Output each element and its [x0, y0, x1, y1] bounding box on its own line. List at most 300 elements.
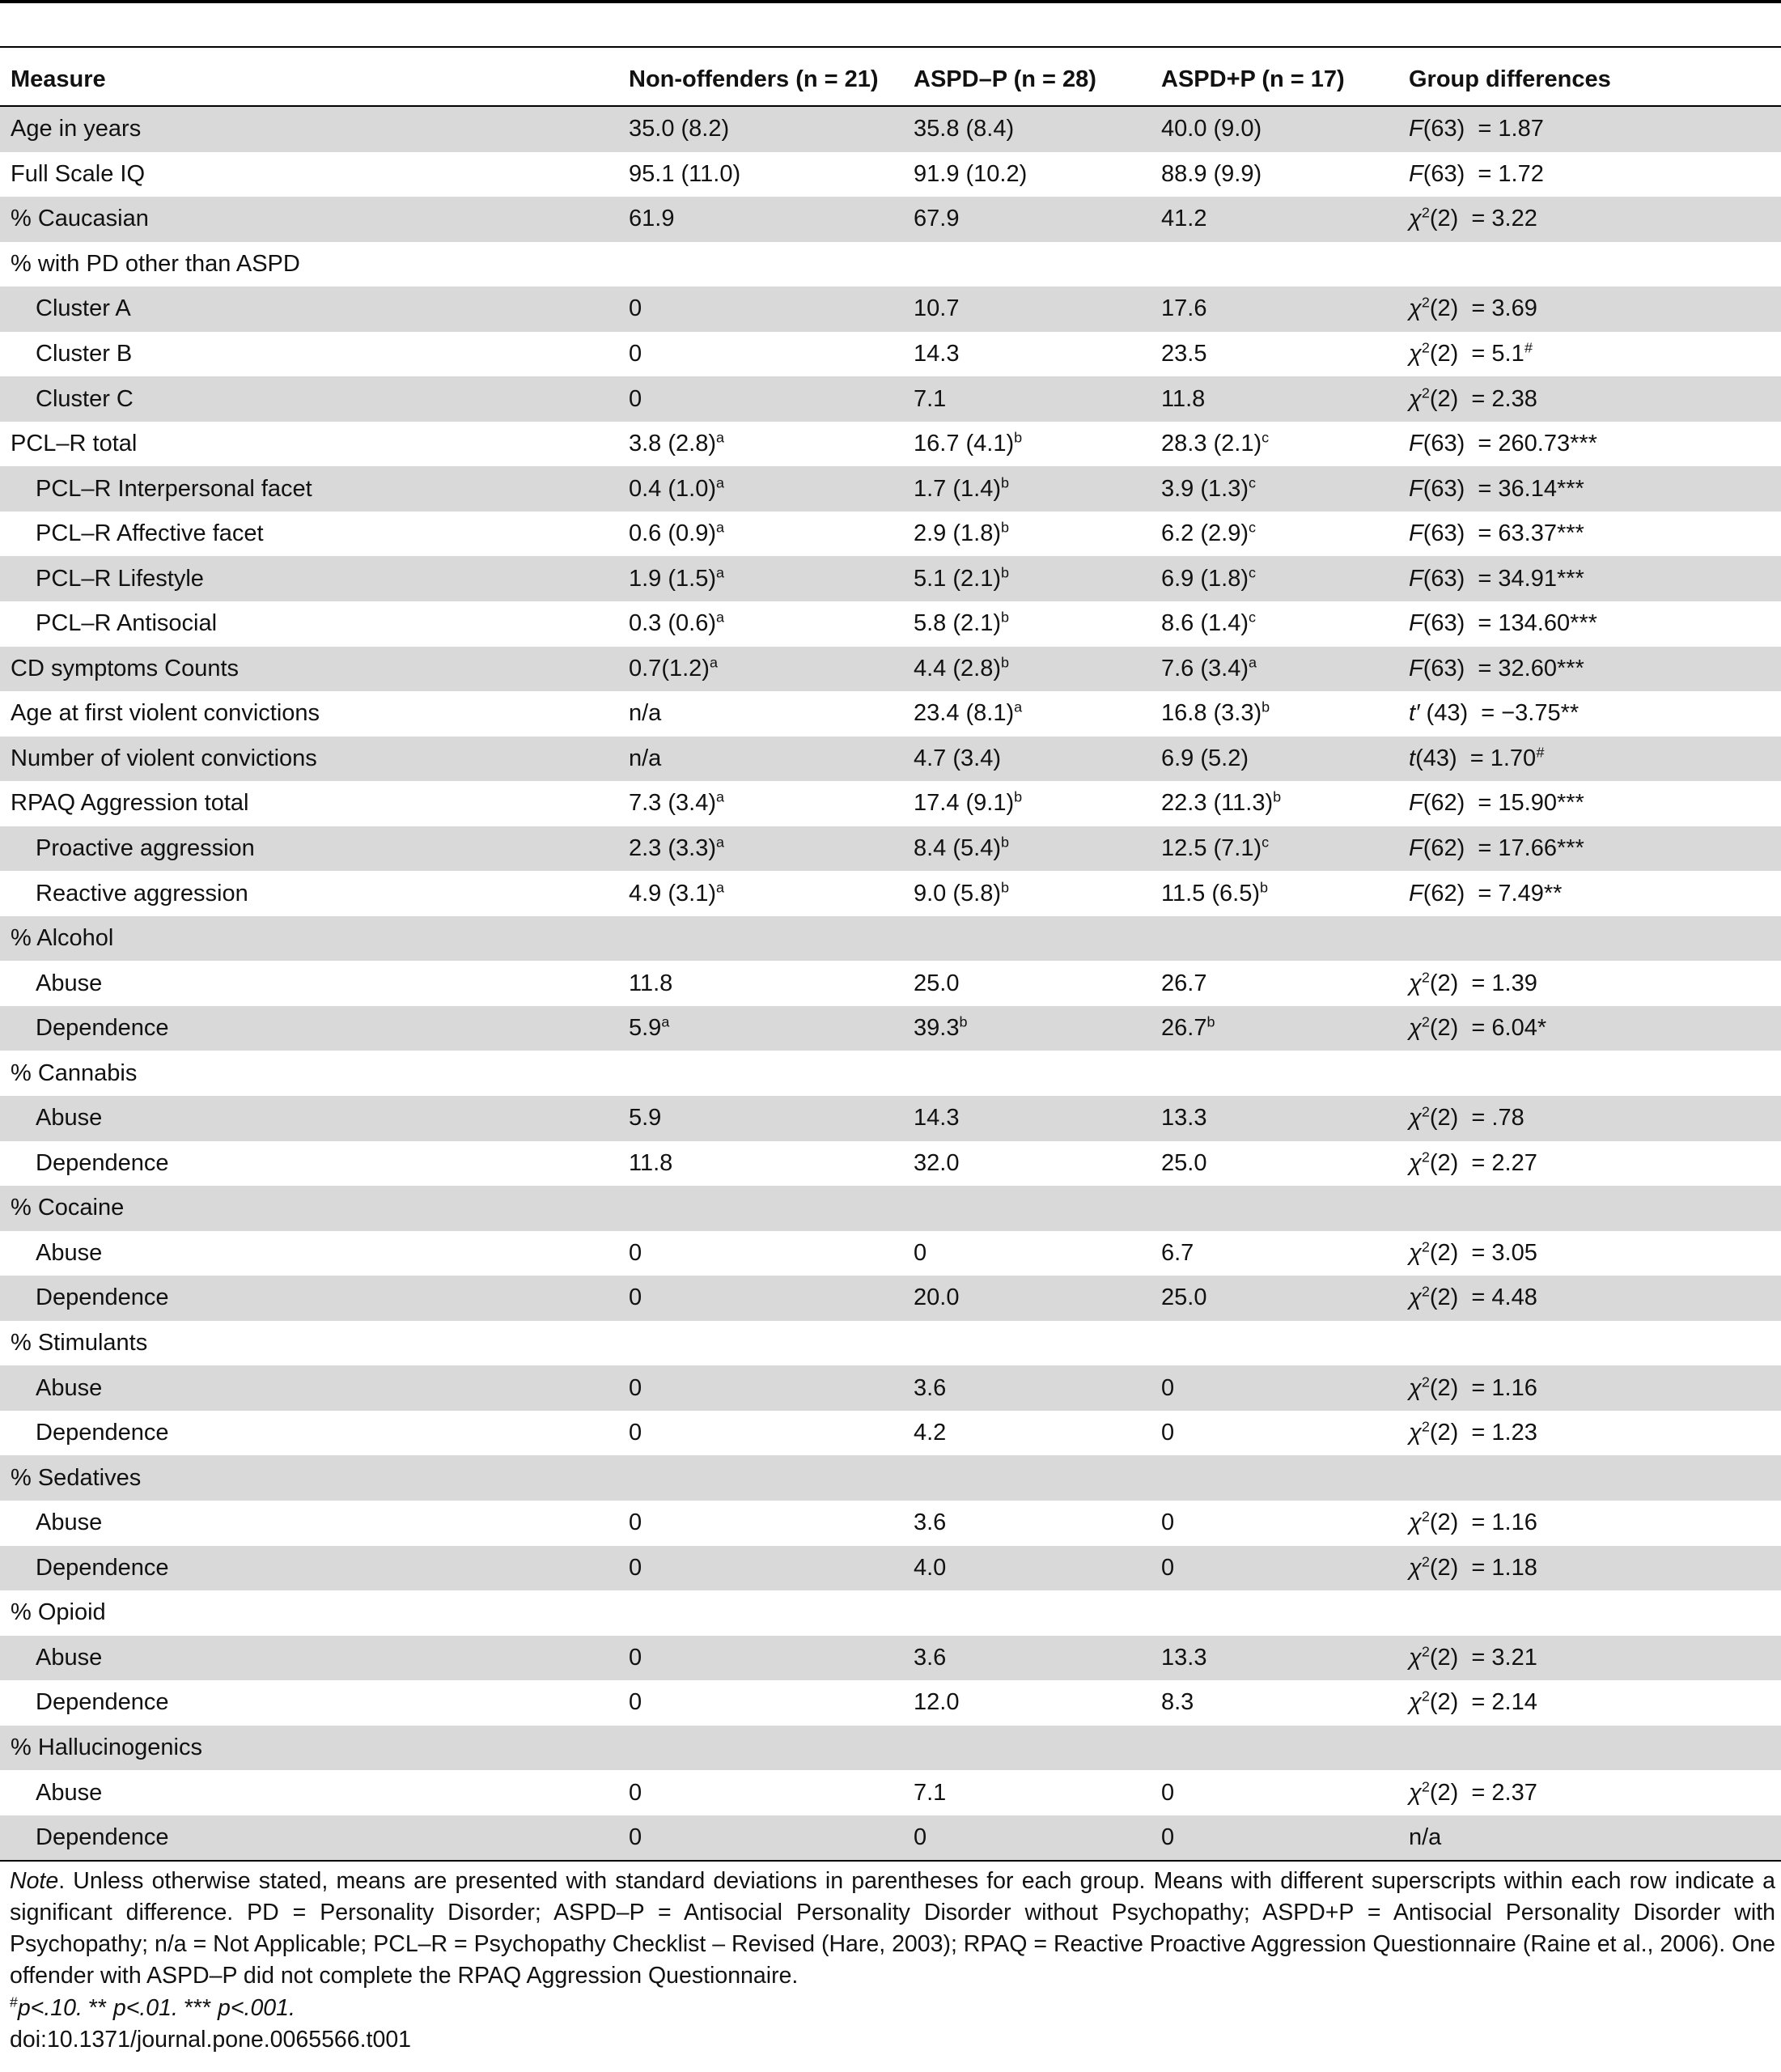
cell-superscript: a	[716, 519, 724, 536]
cell-value: 0	[914, 1239, 927, 1266]
row-label: Dependence	[36, 1149, 169, 1176]
row-label: % Caucasian	[0, 197, 629, 242]
col-header-group-differences: Group differences	[1409, 53, 1781, 106]
three-stars: ***	[177, 1995, 218, 2021]
table-row	[0, 332, 1781, 377]
stat-value: (2) = 2.14	[1429, 1689, 1537, 1716]
cell-aspd-minus-p	[914, 556, 1161, 601]
cell-value: 0	[629, 341, 642, 367]
cell-non-offenders	[629, 1321, 914, 1366]
cell-group-difference	[1409, 961, 1781, 1006]
stat-value: (2) = 5.1	[1429, 341, 1524, 367]
cell-superscript: c	[1249, 473, 1256, 490]
cell-aspd-plus-p	[1161, 1006, 1409, 1051]
cell-aspd-plus-p	[1161, 1501, 1409, 1546]
row-label: % Opioid	[11, 1599, 106, 1626]
cell-value: 1.9 (1.5)	[629, 565, 716, 592]
stat-symbol-superscript: 2	[1421, 1553, 1430, 1570]
cell-superscript: c	[1262, 834, 1270, 851]
header-row	[0, 53, 1781, 106]
cell-non-offenders	[629, 691, 914, 737]
cell-value: 0	[1161, 1420, 1175, 1446]
cell-non-offenders	[629, 512, 914, 557]
cell-value: 11.8	[629, 1149, 673, 1176]
cell-aspd-minus-p	[914, 1321, 1161, 1366]
cell-value: 91.9 (10.2)	[914, 160, 1028, 187]
stat-symbol: χ	[1409, 1149, 1422, 1176]
cell-aspd-minus-p	[914, 1815, 1161, 1862]
cell-value: 25.0	[914, 970, 960, 996]
cell-non-offenders	[629, 1276, 914, 1321]
cell-non-offenders	[629, 1501, 914, 1546]
cell-group-difference	[1409, 1411, 1781, 1456]
demographics-table	[0, 53, 1781, 1862]
table-row	[0, 1770, 1781, 1815]
cell-value: n/a	[629, 745, 662, 771]
stat-symbol-superscript: 2	[1421, 1103, 1430, 1120]
stat-value: (2) = 3.22	[1429, 206, 1537, 232]
cell-aspd-plus-p	[1161, 556, 1409, 601]
table-row	[0, 781, 1781, 826]
cell-value: 0	[629, 1420, 642, 1446]
cell-non-offenders	[629, 601, 914, 647]
cell-aspd-plus-p	[1161, 601, 1409, 647]
table-row	[0, 106, 1781, 152]
stat-symbol: F	[1409, 520, 1423, 547]
cell-group-difference	[1409, 1276, 1781, 1321]
cell-value: 35.0 (8.2)	[629, 116, 730, 142]
cell-aspd-plus-p	[1161, 106, 1409, 152]
stat-symbol: χ	[1409, 1015, 1422, 1042]
cell-superscript: b	[1001, 834, 1009, 851]
cell-value: 7.6 (3.4)	[1161, 655, 1249, 681]
table-row	[0, 1590, 1781, 1636]
cell-aspd-minus-p	[914, 512, 1161, 557]
cell-value: 3.6	[914, 1509, 947, 1536]
cell-aspd-plus-p	[1161, 1051, 1409, 1096]
table-row	[0, 1276, 1781, 1321]
cell-value: 16.7 (4.1)	[914, 431, 1015, 457]
cell-aspd-minus-p	[914, 287, 1161, 332]
table-row	[0, 601, 1781, 647]
table-row	[0, 1186, 1781, 1231]
cell-value: 12.5 (7.1)	[1161, 835, 1262, 862]
stat-symbol: t′	[1409, 700, 1420, 727]
cell-superscript: b	[1001, 609, 1009, 626]
cell-group-difference	[1409, 466, 1781, 512]
cell-group-difference	[1409, 332, 1781, 377]
cell-group-difference	[1409, 106, 1781, 152]
cell-aspd-minus-p	[914, 197, 1161, 242]
stat-symbol: χ	[1409, 1779, 1422, 1806]
cell-value: 22.3 (11.3)	[1161, 790, 1274, 817]
cell-value: 11.8	[629, 970, 673, 996]
cell-aspd-minus-p	[914, 376, 1161, 422]
cell-non-offenders	[629, 422, 914, 467]
row-label: Dependence	[0, 1546, 629, 1591]
row-label: Full Scale IQ	[11, 160, 145, 187]
cell-group-difference	[1409, 737, 1781, 782]
cell-non-offenders	[629, 1365, 914, 1411]
stat-symbol: F	[1409, 160, 1423, 187]
cell-value: 3.9 (1.3)	[1161, 475, 1249, 502]
stat-value: (2) = 2.37	[1429, 1779, 1537, 1806]
cell-value: 0	[629, 1239, 642, 1266]
stat-symbol: F	[1409, 116, 1423, 142]
cell-aspd-plus-p	[1161, 781, 1409, 826]
cell-group-difference	[1409, 601, 1781, 647]
cell-non-offenders	[629, 1411, 914, 1456]
cell-aspd-minus-p	[914, 242, 1161, 287]
table-row	[0, 916, 1781, 962]
cell-aspd-minus-p	[914, 1455, 1161, 1501]
row-label: PCL–R total	[11, 431, 138, 457]
row-label: % Stimulants	[11, 1330, 148, 1357]
cell-value: 16.8 (3.3)	[1161, 700, 1262, 727]
cell-aspd-plus-p	[1161, 1680, 1409, 1726]
cell-aspd-plus-p	[1161, 376, 1409, 422]
stat-symbol-superscript: 2	[1421, 384, 1430, 401]
cell-value: 0.6 (0.9)	[629, 520, 716, 547]
row-label: Reactive aggression	[36, 880, 248, 906]
cell-aspd-minus-p	[914, 961, 1161, 1006]
table-row	[0, 961, 1781, 1006]
top-rule	[0, 0, 1781, 3]
cell-group-difference	[1409, 1815, 1781, 1862]
cell-group-difference	[1409, 1636, 1781, 1681]
cell-aspd-minus-p	[914, 1141, 1161, 1187]
cell-non-offenders	[629, 1231, 914, 1276]
cell-aspd-plus-p	[1161, 466, 1409, 512]
significance-legend	[10, 1993, 295, 2024]
cell-value: 3.6	[914, 1644, 947, 1671]
stat-value: (2) = 1.23	[1429, 1420, 1537, 1446]
cell-value: 32.0	[914, 1149, 960, 1176]
p-two-stars: p<.01.	[112, 1995, 178, 2021]
cell-value: 0	[1161, 1779, 1175, 1806]
cell-aspd-plus-p	[1161, 1815, 1409, 1862]
cell-non-offenders	[629, 826, 914, 872]
p-three-stars: p<.001.	[218, 1995, 295, 2021]
row-label: Cluster B	[36, 341, 133, 367]
cell-aspd-plus-p	[1161, 242, 1409, 287]
cell-group-difference	[1409, 197, 1781, 242]
cell-value: 39.3	[914, 1015, 960, 1042]
cell-value: 4.7 (3.4)	[914, 745, 1001, 771]
stat-symbol-superscript: 2	[1421, 1643, 1430, 1660]
cell-value: 95.1 (11.0)	[629, 160, 741, 187]
cell-superscript: b	[1001, 473, 1009, 490]
header-top-rule	[0, 46, 1781, 48]
stat-symbol: χ	[1409, 970, 1422, 996]
cell-value: 8.3	[1161, 1689, 1194, 1716]
cell-aspd-plus-p	[1161, 287, 1409, 332]
cell-group-difference	[1409, 1365, 1781, 1411]
cell-superscript: c	[1249, 609, 1256, 626]
table-row	[0, 242, 1781, 287]
cell-superscript: c	[1262, 429, 1270, 446]
cell-aspd-minus-p	[914, 601, 1161, 647]
cell-aspd-plus-p	[1161, 1636, 1409, 1681]
stat-symbol-superscript: 2	[1421, 1149, 1430, 1166]
cell-value: 7.3 (3.4)	[629, 790, 716, 817]
cell-value: 4.9 (3.1)	[629, 880, 716, 906]
table-body	[0, 106, 1781, 1861]
cell-group-difference	[1409, 376, 1781, 422]
cell-group-difference	[1409, 1726, 1781, 1771]
table-row	[0, 1455, 1781, 1501]
cell-value: 4.2	[914, 1420, 947, 1446]
stat-symbol: F	[1409, 880, 1423, 906]
cell-superscript: b	[1206, 1013, 1215, 1030]
cell-superscript: a	[1249, 654, 1257, 671]
cell-superscript: a	[716, 878, 724, 895]
cell-value: 3.6	[914, 1374, 947, 1401]
cell-superscript: a	[661, 1013, 670, 1030]
cell-non-offenders	[629, 106, 914, 152]
stat-symbol: χ	[1409, 1284, 1422, 1311]
cell-aspd-minus-p	[914, 422, 1161, 467]
cell-value: 41.2	[1161, 206, 1207, 232]
cell-value: 4.0	[914, 1554, 947, 1581]
cell-value: 0	[1161, 1554, 1175, 1581]
stat-value: (2) = 3.05	[1429, 1239, 1537, 1266]
cell-aspd-minus-p	[914, 1590, 1161, 1636]
cell-superscript: b	[1001, 519, 1009, 536]
cell-aspd-minus-p	[914, 691, 1161, 737]
cell-superscript: b	[1262, 698, 1270, 715]
cell-group-difference	[1409, 152, 1781, 197]
row-label: Age in years	[0, 106, 629, 152]
stat-value: (62) = 17.66***	[1423, 835, 1584, 862]
cell-group-difference	[1409, 691, 1781, 737]
cell-aspd-plus-p	[1161, 916, 1409, 962]
stat-value: (62) = 7.49**	[1423, 880, 1563, 906]
stat-value: (2) = .78	[1429, 1105, 1524, 1132]
cell-non-offenders	[629, 287, 914, 332]
stat-symbol: χ	[1409, 206, 1422, 232]
table-row	[0, 1365, 1781, 1411]
stat-value: (2) = 1.16	[1429, 1509, 1537, 1536]
row-label: Dependence	[0, 1815, 629, 1862]
cell-aspd-minus-p	[914, 1276, 1161, 1321]
cell-superscript: b	[1001, 564, 1009, 581]
stat-symbol-superscript: 2	[1421, 294, 1430, 311]
row-label: Dependence	[0, 1276, 629, 1321]
cell-value: 0	[1161, 1509, 1175, 1536]
cell-aspd-minus-p	[914, 1365, 1161, 1411]
cell-group-difference	[1409, 916, 1781, 962]
cell-non-offenders	[629, 1546, 914, 1591]
cell-non-offenders	[629, 1455, 914, 1501]
row-label: PCL–R Lifestyle	[0, 556, 629, 601]
row-label: % with PD other than ASPD	[11, 250, 300, 277]
cell-non-offenders	[629, 1770, 914, 1815]
cell-non-offenders	[629, 1051, 914, 1096]
cell-value: 2.9 (1.8)	[914, 520, 1001, 547]
stat-value: (63) = 63.37***	[1423, 520, 1584, 547]
cell-group-difference	[1409, 1051, 1781, 1096]
cell-value: 9.0 (5.8)	[914, 880, 1001, 906]
cell-superscript: a	[716, 834, 724, 851]
cell-non-offenders	[629, 647, 914, 692]
hash-symbol: #	[10, 1993, 18, 2010]
cell-aspd-minus-p	[914, 1546, 1161, 1591]
cell-non-offenders	[629, 871, 914, 916]
cell-group-difference	[1409, 1590, 1781, 1636]
stat-symbol: χ	[1409, 1420, 1422, 1446]
cell-value: 0	[629, 1509, 642, 1536]
cell-aspd-minus-p	[914, 1006, 1161, 1051]
stat-value: (63) = 260.73***	[1423, 431, 1597, 457]
cell-superscript: b	[1001, 654, 1009, 671]
cell-non-offenders	[629, 1006, 914, 1051]
table-row	[0, 152, 1781, 197]
stat-symbol-superscript: 2	[1421, 1238, 1430, 1255]
stat-symbol-superscript: 2	[1421, 1688, 1430, 1705]
cell-superscript: a	[716, 429, 724, 446]
cell-value: 0	[629, 1284, 642, 1311]
cell-group-difference	[1409, 1770, 1781, 1815]
cell-aspd-plus-p	[1161, 1096, 1409, 1141]
stat-marginal-mark: #	[1524, 339, 1533, 356]
cell-value: 6.9 (5.2)	[1161, 745, 1249, 771]
cell-value: 35.8 (8.4)	[914, 116, 1015, 142]
stat-symbol-superscript: 2	[1421, 1418, 1430, 1435]
cell-value: 10.7	[914, 295, 960, 322]
table-row	[0, 1006, 1781, 1051]
cell-group-difference	[1409, 1501, 1781, 1546]
cell-value: 20.0	[914, 1284, 960, 1311]
stat-value: (63) = 1.87	[1423, 116, 1544, 142]
table-row	[0, 556, 1781, 601]
stat-value: (2) = 1.39	[1429, 970, 1537, 996]
cell-non-offenders	[629, 961, 914, 1006]
cell-aspd-plus-p	[1161, 1141, 1409, 1187]
doi-line: doi:10.1371/journal.pone.0065566.t001	[10, 2027, 412, 2053]
cell-value: 7.1	[914, 1779, 947, 1806]
cell-value: 28.3 (2.1)	[1161, 431, 1262, 457]
cell-non-offenders	[629, 1726, 914, 1771]
table-row	[0, 871, 1781, 916]
cell-aspd-minus-p	[914, 1770, 1161, 1815]
row-label: CD symptoms Counts	[0, 647, 629, 692]
cell-group-difference	[1409, 871, 1781, 916]
cell-superscript: a	[1014, 698, 1023, 715]
cell-aspd-minus-p	[914, 1680, 1161, 1726]
cell-non-offenders	[629, 466, 914, 512]
cell-aspd-plus-p	[1161, 871, 1409, 916]
row-label: % Cocaine	[0, 1186, 629, 1231]
cell-group-difference	[1409, 647, 1781, 692]
cell-non-offenders	[629, 197, 914, 242]
cell-value: 2.3 (3.3)	[629, 835, 716, 862]
cell-value: 14.3	[914, 1105, 960, 1132]
stat-symbol-superscript: 2	[1421, 1508, 1430, 1525]
cell-value: 88.9 (9.9)	[1161, 160, 1262, 187]
stat-symbol-superscript: 2	[1421, 1283, 1430, 1300]
cell-aspd-minus-p	[914, 1051, 1161, 1096]
cell-non-offenders	[629, 152, 914, 197]
cell-group-difference	[1409, 826, 1781, 872]
stat-symbol: F	[1409, 431, 1423, 457]
row-label: Proactive aggression	[0, 826, 629, 872]
stat-symbol: χ	[1409, 295, 1422, 322]
cell-value: 0	[629, 1779, 642, 1806]
cell-value: 26.7	[1161, 1015, 1207, 1042]
cell-aspd-minus-p	[914, 1636, 1161, 1681]
cell-superscript: c	[1249, 564, 1256, 581]
table-row	[0, 197, 1781, 242]
stat-symbol: χ	[1409, 1374, 1422, 1401]
cell-value: 6.9 (1.8)	[1161, 565, 1249, 592]
cell-value: 5.1 (2.1)	[914, 565, 1001, 592]
cell-non-offenders	[629, 1815, 914, 1862]
table-row	[0, 1815, 1781, 1862]
cell-non-offenders	[629, 556, 914, 601]
cell-aspd-plus-p	[1161, 1455, 1409, 1501]
cell-value: 0	[629, 1644, 642, 1671]
cell-superscript: b	[1273, 788, 1282, 805]
cell-value: 17.4 (9.1)	[914, 790, 1015, 817]
cell-value: 0	[629, 1554, 642, 1581]
stat-symbol-superscript: 2	[1421, 1777, 1430, 1794]
stat-value: (2) = 1.18	[1429, 1554, 1537, 1581]
cell-value: 1.7 (1.4)	[914, 475, 1001, 502]
cell-value: 0.7(1.2)	[629, 655, 710, 681]
note-label: Note	[10, 1868, 59, 1894]
cell-group-difference	[1409, 1141, 1781, 1187]
cell-value: 17.6	[1161, 295, 1207, 322]
row-label: Dependence	[36, 1420, 169, 1446]
table-row	[0, 466, 1781, 512]
cell-value: 0	[629, 1374, 642, 1401]
cell-group-difference	[1409, 1186, 1781, 1231]
stat-value: (2) = 6.04*	[1429, 1015, 1547, 1042]
stat-symbol: F	[1409, 835, 1423, 862]
cell-aspd-minus-p	[914, 737, 1161, 782]
cell-superscript: b	[1014, 788, 1023, 805]
cell-non-offenders	[629, 1186, 914, 1231]
cell-aspd-minus-p	[914, 466, 1161, 512]
cell-aspd-plus-p	[1161, 197, 1409, 242]
cell-superscript: a	[716, 788, 724, 805]
cell-group-difference	[1409, 1231, 1781, 1276]
table-row	[0, 691, 1781, 737]
row-label: Abuse	[36, 1239, 103, 1266]
row-label: PCL–R Affective facet	[36, 520, 264, 547]
cell-non-offenders	[629, 916, 914, 962]
stat-value: (2) = 3.21	[1429, 1644, 1537, 1671]
stat-value: (2) = 3.69	[1429, 295, 1537, 322]
stat-symbol: χ	[1409, 1509, 1422, 1536]
note-text: . Unless otherwise stated, means are presented with standard deviations in parentheses for each group. Means with different superscripts within each row indicate a significant difference. PD = Personality Disorder; ASPD–P = Antisocial Personality Disorder without Psychopathy; ASPD+P = Antisocial Personality Disorder with Psychopathy; n/a = Not Applicable; PCL–R = Psychopathy Checklist – Revised (Hare, 2003); RPAQ = Reactive Proactive Aggression Questionnaire (Raine et al., 2006). One offender with ASPD–P did not complete the RPAQ Aggression Questionnaire.	[10, 1868, 1775, 1989]
row-label: % Sedatives	[0, 1455, 629, 1501]
cell-group-difference	[1409, 512, 1781, 557]
cell-aspd-minus-p	[914, 1501, 1161, 1546]
cell-value: 5.8 (2.1)	[914, 610, 1001, 637]
cell-aspd-plus-p	[1161, 826, 1409, 872]
cell-value: n/a	[629, 700, 662, 727]
cell-superscript: b	[1001, 878, 1009, 895]
cell-value: 7.1	[914, 385, 947, 412]
p-hash: p<.10.	[17, 1995, 83, 2021]
stat-symbol: F	[1409, 610, 1423, 637]
cell-aspd-plus-p	[1161, 332, 1409, 377]
cell-value: 25.0	[1161, 1284, 1207, 1311]
cell-value: 11.5 (6.5)	[1161, 880, 1260, 906]
row-label: PCL–R Antisocial	[36, 610, 218, 637]
